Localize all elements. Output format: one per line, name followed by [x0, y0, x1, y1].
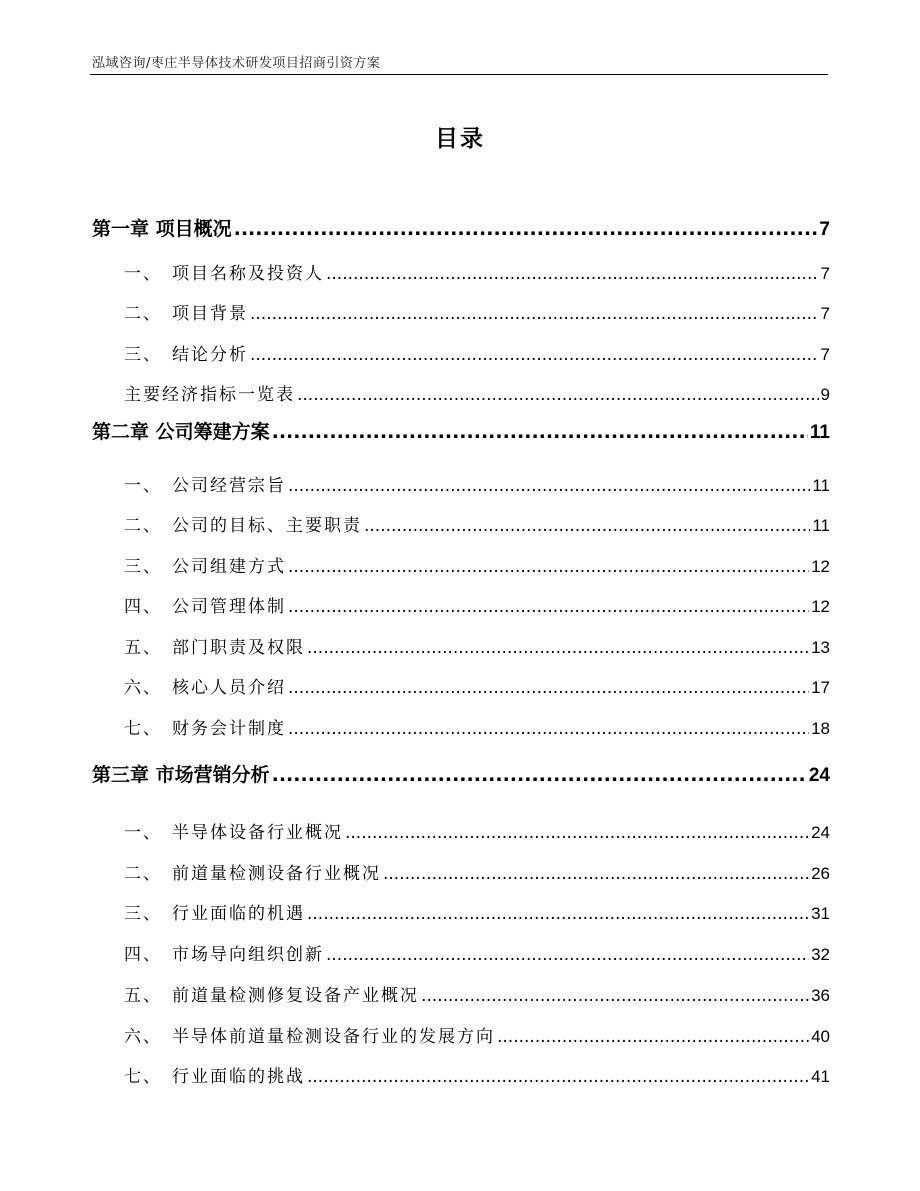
toc-entry-text: 项目背景 [172, 304, 248, 324]
toc-entry-number: 五、 [124, 986, 162, 1006]
dot-leader [234, 218, 818, 240]
toc-section-entry[interactable] [92, 471, 830, 496]
toc-entry-text: 市场导向组织创新 [172, 945, 324, 965]
toc-page-number: 11 [809, 422, 830, 443]
toc-entry-label [124, 471, 286, 496]
toc-entry-text: 前道量检测设备行业概况 [172, 864, 381, 884]
toc-entry-label [124, 340, 248, 365]
toc-page-number: 26 [811, 864, 830, 883]
dot-leader [288, 557, 809, 577]
toc-page-number: 18 [811, 719, 830, 738]
dot-leader [272, 764, 807, 786]
toc-entry-label [124, 940, 324, 965]
toc-entry-text: 行业面临的机遇 [172, 904, 305, 924]
toc-entry-number: 七、 [124, 1067, 162, 1087]
toc-section-entry[interactable] [92, 1062, 830, 1087]
toc-page-number: 12 [811, 597, 830, 616]
toc-entry-label [92, 214, 232, 241]
toc-title: 目录 [435, 126, 485, 152]
toc-page-number: 11 [812, 476, 830, 495]
toc-entry-number: 四、 [124, 597, 162, 617]
dot-leader [250, 345, 819, 365]
toc-section-entry[interactable] [92, 673, 830, 698]
toc-entry-number: 六、 [124, 678, 162, 698]
toc-page-number: 36 [811, 986, 830, 1005]
toc-page-number: 31 [811, 904, 830, 923]
toc-section-entry[interactable] [92, 714, 830, 739]
toc-entry-label [124, 981, 419, 1006]
toc-entry-number: 二、 [124, 516, 162, 536]
dot-leader [288, 719, 809, 739]
toc-page-number: 7 [819, 219, 830, 240]
toc-entry-text: 公司组建方式 [172, 557, 286, 577]
toc-section-entry[interactable] [92, 259, 830, 284]
dot-leader [307, 1067, 809, 1087]
toc-entry-number: 四、 [124, 945, 162, 965]
toc-page-number: 7 [820, 345, 830, 364]
toc-page-number: 12 [811, 557, 830, 576]
toc-entry-text: 核心人员介绍 [172, 678, 286, 698]
dot-leader [288, 476, 810, 496]
toc-entry-label [124, 633, 305, 658]
toc-entry-text: 项目名称及投资人 [172, 264, 324, 284]
toc-entry-number: 六、 [124, 1027, 162, 1047]
toc-entry-number: 七、 [124, 719, 162, 739]
toc-section-entry[interactable] [92, 633, 830, 658]
dot-leader [272, 421, 808, 443]
running-header: 泓域咨询/枣庄半导体技术研发项目招商引资方案 [92, 56, 381, 71]
toc-entry-label [92, 760, 270, 787]
toc-page-number: 11 [812, 516, 830, 535]
toc-section-entry[interactable] [92, 1022, 830, 1047]
toc-page-number: 24 [811, 823, 830, 842]
toc-section-entry[interactable] [92, 299, 830, 324]
toc-entry-number: 三、 [124, 557, 162, 577]
dot-leader [307, 904, 809, 924]
toc-entry-label [124, 1022, 495, 1047]
toc-section-entry[interactable] [92, 859, 830, 884]
toc-entry-text: 主要经济指标一览表 [124, 385, 295, 405]
toc-page-number: 17 [811, 678, 830, 697]
toc-entry-text: 前道量检测修复设备产业概况 [172, 986, 419, 1006]
toc-entry-label [124, 1062, 305, 1087]
toc-entry-text: 第三章 市场营销分析 [92, 764, 270, 786]
dot-leader [326, 945, 809, 965]
toc-page-number: 9 [820, 385, 830, 404]
toc-entry-label [124, 552, 286, 577]
toc-entry-number: 三、 [124, 904, 162, 924]
dot-leader [288, 597, 809, 617]
toc-entry-label [124, 899, 305, 924]
toc-page-number: 13 [811, 638, 830, 657]
toc-entry-label [124, 259, 324, 284]
toc-entry-number: 三、 [124, 345, 162, 365]
dot-leader [497, 1027, 809, 1047]
toc-entry-number: 一、 [124, 264, 162, 284]
toc-section-entry[interactable] [92, 940, 830, 965]
toc-entry-text: 部门职责及权限 [172, 638, 305, 658]
toc-page-number: 40 [811, 1027, 830, 1046]
dot-leader [345, 823, 809, 843]
toc-entry-text: 第一章 项目概况 [92, 218, 232, 240]
dot-leader [250, 304, 819, 324]
dot-leader [421, 986, 809, 1006]
toc-entry-text: 结论分析 [172, 345, 248, 365]
toc-entry-text: 公司经营宗旨 [172, 476, 286, 496]
toc-section-entry[interactable] [92, 592, 830, 617]
toc-entry-label [124, 859, 381, 884]
toc-entry-text: 财务会计制度 [172, 719, 286, 739]
toc-chapter-entry[interactable] [92, 760, 830, 787]
toc-page-number: 41 [811, 1067, 830, 1086]
toc-entry-text: 半导体前道量检测设备行业的发展方向 [172, 1027, 495, 1047]
toc-entry-label [124, 380, 295, 405]
dot-leader [364, 516, 810, 536]
toc-entry-text: 行业面临的挑战 [172, 1067, 305, 1087]
toc-entry-text: 公司管理体制 [172, 597, 286, 617]
dot-leader [307, 638, 809, 658]
toc-page-number: 7 [820, 304, 830, 323]
toc-entry-number: 五、 [124, 638, 162, 658]
toc-entry-number: 二、 [124, 864, 162, 884]
toc-entry-text: 第二章 公司筹建方案 [92, 421, 270, 443]
toc-entry-label [124, 299, 248, 324]
toc-entry-label [124, 592, 286, 617]
toc-page-number: 24 [808, 765, 830, 786]
toc-entry-number: 二、 [124, 304, 162, 324]
toc-entry-text: 公司的目标、主要职责 [172, 516, 362, 536]
toc-chapter-entry[interactable] [92, 417, 830, 444]
toc-entry-label [124, 673, 286, 698]
toc-section-entry[interactable] [92, 340, 830, 365]
toc-section-entry[interactable] [92, 981, 830, 1006]
toc-section-entry[interactable] [92, 380, 830, 405]
header-divider [90, 74, 828, 75]
toc-section-entry[interactable] [92, 552, 830, 577]
dot-leader [326, 264, 819, 284]
toc-chapter-entry[interactable] [92, 214, 830, 241]
toc-entry-label [92, 417, 270, 444]
toc-entry-label [124, 714, 286, 739]
toc-section-entry[interactable] [92, 818, 830, 843]
toc-section-entry[interactable] [92, 511, 830, 536]
toc-entry-label [124, 818, 343, 843]
dot-leader [288, 678, 809, 698]
toc-entry-text: 半导体设备行业概况 [172, 823, 343, 843]
dot-leader [383, 864, 809, 884]
toc-entry-number: 一、 [124, 823, 162, 843]
toc-section-entry[interactable] [92, 899, 830, 924]
toc-entry-number: 一、 [124, 476, 162, 496]
dot-leader [297, 385, 819, 405]
toc-entry-label [124, 511, 362, 536]
toc-page-number: 7 [820, 264, 830, 283]
toc-page-number: 32 [811, 945, 830, 964]
